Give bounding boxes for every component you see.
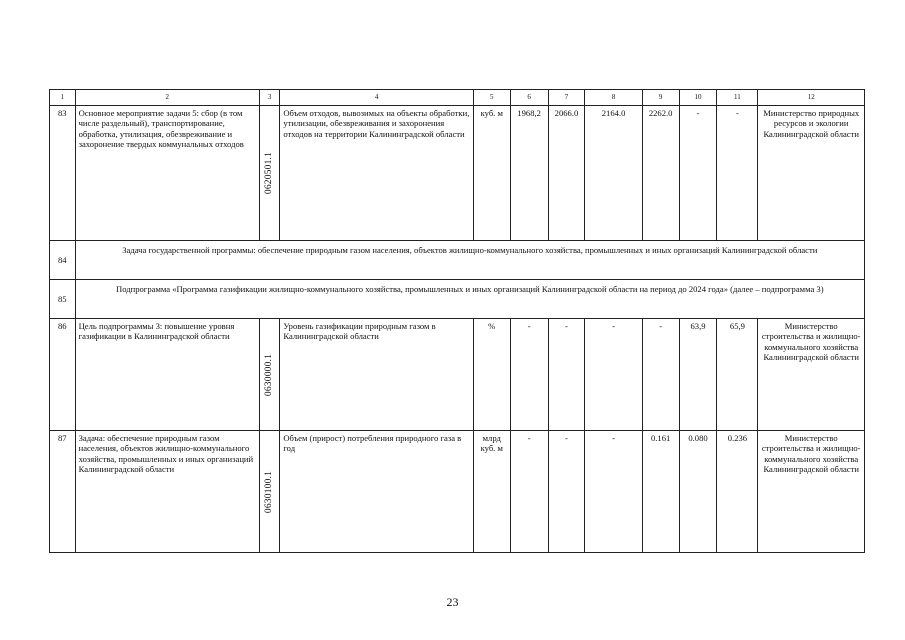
row-number: 84: [50, 241, 76, 280]
unit: %: [473, 319, 510, 431]
value-col-7: -: [548, 319, 585, 431]
program-task-heading: Задача государственной программы: обеспечение природным газом населения, объектов жилищно-коммунального хозяйства, промышленных и иных организаций Калининградской области: [75, 241, 864, 280]
header-cell-12: 12: [758, 90, 865, 106]
table-row-84: [50, 241, 865, 280]
measure-code: 0620501.1: [263, 151, 274, 195]
value-col-9: 0.161: [642, 431, 679, 553]
value-col-11: -: [717, 106, 758, 241]
column-number-header-row: [50, 90, 865, 106]
header-cell-3: 3: [259, 90, 279, 106]
row-number: 83: [50, 106, 76, 241]
program-indicators-table: [49, 89, 865, 553]
value-col-9: 2262.0: [642, 106, 679, 241]
row-number: 85: [50, 280, 76, 319]
value-col-7: -: [548, 431, 585, 553]
header-cell-4: 4: [280, 90, 474, 106]
value-col-6: -: [510, 319, 548, 431]
table-row-86: [50, 319, 865, 431]
row-number: 87: [50, 431, 76, 553]
header-cell-5: 5: [473, 90, 510, 106]
value-col-10: 63,9: [679, 319, 717, 431]
header-cell-6: 6: [510, 90, 548, 106]
header-cell-9: 9: [642, 90, 679, 106]
table-row-87: [50, 431, 865, 553]
value-col-9: -: [642, 319, 679, 431]
measure-name: Цель подпрограммы 3: повышение уровня газификации в Калининградской области: [75, 319, 259, 431]
value-col-6: -: [510, 431, 548, 553]
header-cell-10: 10: [679, 90, 717, 106]
value-col-8: -: [585, 431, 642, 553]
header-cell-11: 11: [717, 90, 758, 106]
value-col-11: 0.236: [717, 431, 758, 553]
measure-code: 0630100.1: [263, 470, 274, 513]
code-cell: [259, 431, 279, 553]
unit: млрд куб. м: [473, 431, 510, 553]
value-col-11: 65,9: [717, 319, 758, 431]
code-cell: [259, 106, 279, 241]
responsible-body: Министерство природных ресурсов и экологии Калининградской области: [758, 106, 865, 241]
value-col-6: 1968,2: [510, 106, 548, 241]
value-col-7: 2066.0: [548, 106, 585, 241]
indicator-name: Объем отходов, вывозимых на объекты обработки, утилизации, обезвреживания и захоронения отходов на территории Калининградской области: [280, 106, 474, 241]
table-row-83: [50, 106, 865, 241]
code-cell: [259, 319, 279, 431]
measure-name: Задача: обеспечение природным газом населения, объектов жилищно-коммунального хозяйства, промышленных и иных организаций Калининградской области: [75, 431, 259, 553]
header-cell-8: 8: [585, 90, 642, 106]
page-number: 23: [446, 595, 459, 609]
responsible-body: Министерство строительства и жилищно-коммунального хозяйства Калининградской области: [758, 319, 865, 431]
header-cell-7: 7: [548, 90, 585, 106]
measure-name: Основное мероприятие задачи 5: сбор (в том числе раздельный), транспортирование, обработка, утилизация, обезвреживание и захоронение твердых коммунальных отходов: [75, 106, 259, 241]
table-row-85: [50, 280, 865, 319]
unit: куб. м: [473, 106, 510, 241]
header-cell-1: 1: [50, 90, 76, 106]
header-cell-2: 2: [75, 90, 259, 106]
value-col-10: -: [679, 106, 717, 241]
value-col-10: 0.080: [679, 431, 717, 553]
value-col-8: -: [585, 319, 642, 431]
measure-code: 0630000.1: [263, 353, 274, 396]
row-number: 86: [50, 319, 76, 431]
indicator-name: Уровень газификации природным газом в Калининградской области: [280, 319, 474, 431]
responsible-body: Министерство строительства и жилищно-коммунального хозяйства Калининградской области: [758, 431, 865, 553]
subprogram-heading: Подпрограмма «Программа газификации жилищно-коммунального хозяйства, промышленных и иных организаций Калининградской области на период до 2024 года» (далее – подпрограмма 3): [75, 280, 864, 319]
value-col-8: 2164.0: [585, 106, 642, 241]
indicator-name: Объем (прирост) потребления природного газа в год: [280, 431, 474, 553]
